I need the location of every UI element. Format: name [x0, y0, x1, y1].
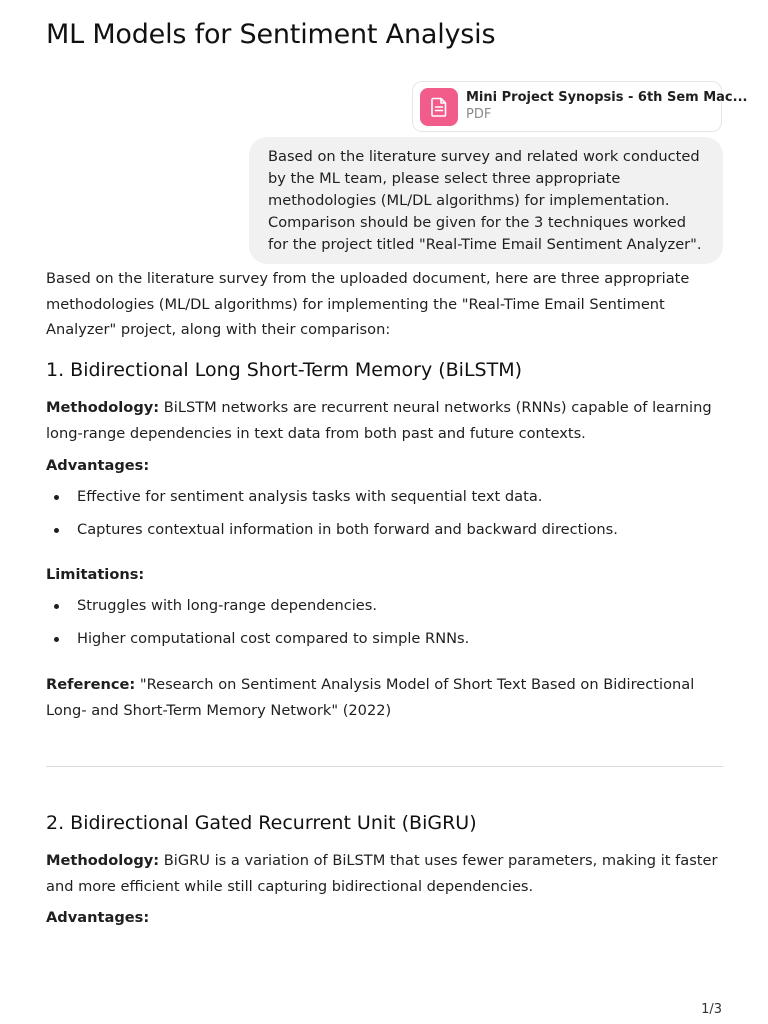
methodology-label: Methodology:	[46, 852, 160, 869]
reference-text: "Research on Sentiment Analysis Model of Short Text Based on Bidirectional	[135, 676, 695, 693]
attachment-name: Mini Project Synopsis - 6th Sem Mac...	[466, 90, 748, 105]
user-message-line: methodologies (ML/DL algorithms) for implementation.	[268, 192, 670, 209]
reference-label: Reference:	[46, 676, 136, 693]
user-message-line: for the project titled "Real-Time Email Sentiment Analyzer".	[268, 236, 702, 253]
user-message-bubble	[249, 137, 723, 264]
document-icon	[420, 88, 458, 126]
methodology-paragraph	[46, 848, 718, 899]
reference-text: Long- and Short-Term Memory Network" (2022)	[46, 701, 392, 719]
section-divider	[46, 766, 723, 767]
page-indicator: 1/3	[701, 1002, 722, 1017]
list-item: Effective for sentiment analysis tasks with sequential text data.	[46, 486, 618, 508]
section-heading: 1. Bidirectional Long Short-Term Memory (BiLSTM)	[46, 359, 523, 381]
user-message-line: Comparison should be given for the 3 techniques worked	[268, 214, 686, 231]
list-item: Higher computational cost compared to simple RNNs.	[46, 628, 469, 650]
attachment-type: PDF	[466, 107, 492, 122]
response-intro	[46, 266, 689, 343]
methodology-text: BiGRU is a variation of BiLSTM that uses fewer parameters, making it faster	[159, 852, 718, 869]
advantages-list	[46, 486, 618, 541]
intro-line: methodologies (ML/DL algorithms) for implementing the "Real-Time Email Sentiment	[46, 295, 665, 313]
advantages-label: Advantages:	[46, 457, 150, 474]
section-heading: 2. Bidirectional Gated Recurrent Unit (BiGRU)	[46, 812, 477, 834]
advantages-label: Advantages:	[46, 909, 150, 926]
list-item: Struggles with long-range dependencies.	[46, 595, 469, 617]
methodology-label: Methodology:	[46, 399, 160, 416]
user-message-line: Based on the literature survey and related work conducted	[268, 148, 700, 165]
intro-line: Analyzer" project, along with their comparison:	[46, 321, 391, 338]
limitations-label: Limitations:	[46, 566, 145, 583]
attachment-card[interactable]	[412, 81, 748, 132]
methodology-text: BiLSTM networks are recurrent neural networks (RNNs) capable of learning	[159, 399, 712, 416]
methodology-text: long-range dependencies in text data from both past and future contexts.	[46, 424, 586, 442]
intro-line: Based on the literature survey from the uploaded document, here are three appropriate	[46, 270, 690, 287]
limitations-list	[46, 595, 469, 650]
methodology-text: and more efficient while still capturing bidirectional dependencies.	[46, 877, 534, 895]
reference-paragraph	[46, 672, 694, 723]
methodology-paragraph	[46, 395, 712, 446]
page-title: ML Models for Sentiment Analysis	[46, 19, 496, 50]
user-message-line: by the ML team, please select three appropriate	[268, 170, 621, 187]
list-item: Captures contextual information in both forward and backward directions.	[46, 519, 618, 541]
